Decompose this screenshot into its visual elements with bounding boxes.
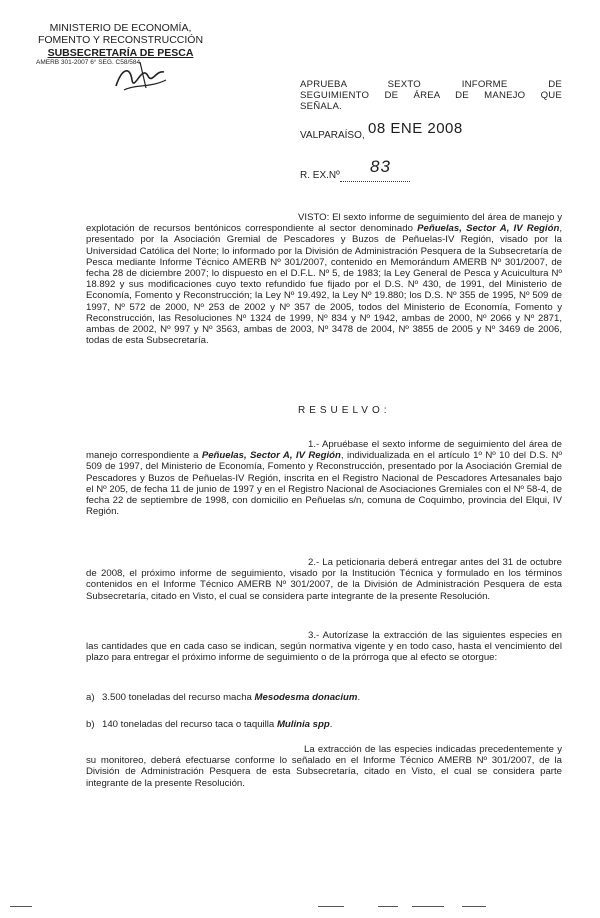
summary-line-2: SEGUIMIENTO DE ÁREA DE MANEJO QUE	[300, 90, 562, 101]
resuelvo-heading: RESUELVO:	[298, 405, 391, 416]
item-b-end: .	[329, 719, 333, 730]
visto-text-end: , presentado por la Asociación Gremial de Pescadores y Buzos de Peñuelas-IV Región, visado por la Universidad Católica del Norte; lo informado por la División de Administración Pesquera de la Subsecretaría de Pesca mediante Informe Técnico AMERB Nº 301/2007, contenido en Memorándum AMERB Nº 301/2007, de fecha 28 de diciembre 2007; lo dispuesto en el D.F.L. Nº 5, de 1983; la Ley General de Pesca y Acuicultura Nº 18.892 y sus modificaciones cuyo texto refundido fue fijado por el D.S. Nº 430, de 1991, del Ministerio de Economía, Fomento y Reconstrucción; la Ley Nº 19.492, la Ley Nº 19.880; los D.S. Nº 355 de 1995, Nº 509 de 1997, Nº 572 de 2000, Nº 253 de 2002 y Nº 357 de 2005, todos del Ministerio de Economía, Fomento y Reconstrucción, las Resoluciones Nº 1324 de 1999, Nº 834 y Nº 1942, ambas de 2000, Nº 2066 y Nº 2871, ambas de 2002, Nº 997 y Nº 3563, ambas de 2003, Nº 3478 de 2004, Nº 3855 de 2005 y Nº 3469 de 2006, todas de esta Subsecretaría.	[86, 223, 562, 347]
item-a-end: .	[357, 692, 361, 703]
visto-paragraph	[86, 212, 562, 346]
summary-line-1: APRUEBA SEXTO INFORME DE	[300, 79, 562, 90]
item-a-species: Mesodesma donacium	[254, 692, 358, 703]
resolution-number: 83	[370, 157, 391, 176]
item-b-species: Mulinia spp	[276, 719, 330, 730]
resolution-item-2	[86, 557, 562, 602]
item-1-text-end: , individualizada en el artículo 1º Nº 10 del D.S. Nº 509 de 1997, del Ministerio de Economía, Fomento y Reconstrucción, presentado por la Asociación Gremial de Pescadores y Buzos de Peñuelas-IV Región, inscrita en el Registro Nacional de Pescadores Artesanales bajo el Nº 205, de fecha 11 de junio de 1997 y en el Registro Nacional de Asociaciones Gremiales con el Nº 58-4, de fecha 22 de septiembre de 1998, con domicilio en Peñuelas s/n, comuna de Coquimbo, provincia del Elqui, IV Región.	[86, 450, 562, 518]
item-1-text-start: 1.- Apruébase el sexto informe de seguimiento del área de manejo correspondiente a	[86, 439, 562, 462]
item-3-text: 3.- Autorízase la extracción de las siguientes especies en las cantidades que en cada caso se indican, según normativa vigente y en todo caso, hasta el vencimiento del plazo para entregar el próximo informe de seguimiento o de la prórroga que al efecto se otorgue:	[86, 630, 562, 664]
reference-code: AMERB 301-2007 6° SEG. C58/584	[36, 59, 141, 66]
document-summary	[300, 79, 562, 112]
visto-text-start: VISTO: El sexto informe de seguimiento del área de manejo y explotación de recursos bentónicos correspondiente al sector denominado	[86, 212, 562, 235]
resolution-item-1	[86, 439, 562, 517]
page-footer-marks	[0, 906, 600, 908]
item-b-text: 140 toneladas del recurso taca o taquilla	[102, 719, 277, 730]
resolution-item-3	[86, 630, 562, 664]
ministry-name-line2: FOMENTO Y RECONSTRUCCIÓN	[37, 34, 204, 46]
summary-line-3: SEÑALA.	[300, 101, 342, 112]
handwritten-initials	[112, 58, 172, 98]
place-label: VALPARAÍSO,	[300, 130, 365, 141]
extraction-paragraph	[86, 744, 562, 789]
resolution-number-label: R. EX.Nº	[300, 170, 340, 181]
item-2-text: 2.- La peticionaria deberá entregar antes del 31 de octubre de 2008, el próximo informe de seguimiento, visado por la Institución Técnica y formulado en los términos contenidos en el Informe Técnico AMERB Nº 301/2007, de la División de Administración Pesquera de esta Subsecretaría, citado en Visto, el cual se considera parte integrante de la presente Resolución.	[86, 557, 562, 602]
subsecretaria-name: SUBSECRETARÍA DE PESCA	[47, 47, 194, 59]
extraction-text: La extracción de las especies indicadas precedentemente y su monitoreo, deberá efectuarse conforme lo señalado en el Informe Técnico AMERB Nº 301/2007, de la División de Administración Pesquera de esta Subsecretaría, citado en Visto, el cual se considera parte integrante de la presente Resolución.	[86, 744, 562, 789]
item-b-marker: b)	[86, 719, 95, 730]
ministry-name-line1: MINISTERIO DE ECONOMÍA,	[49, 22, 192, 34]
item-a-text: 3.500 toneladas del recurso macha	[102, 692, 255, 703]
species-item-a	[86, 692, 562, 703]
date-stamp: 08 ENE 2008	[368, 120, 463, 137]
item-1-sector-name: Peñuelas, Sector A, IV Región	[201, 450, 341, 462]
resolution-number-line	[340, 181, 410, 182]
item-a-marker: a)	[86, 692, 95, 703]
species-item-b	[86, 719, 562, 730]
visto-sector-name: Peñuelas, Sector A, IV Región	[417, 223, 560, 235]
